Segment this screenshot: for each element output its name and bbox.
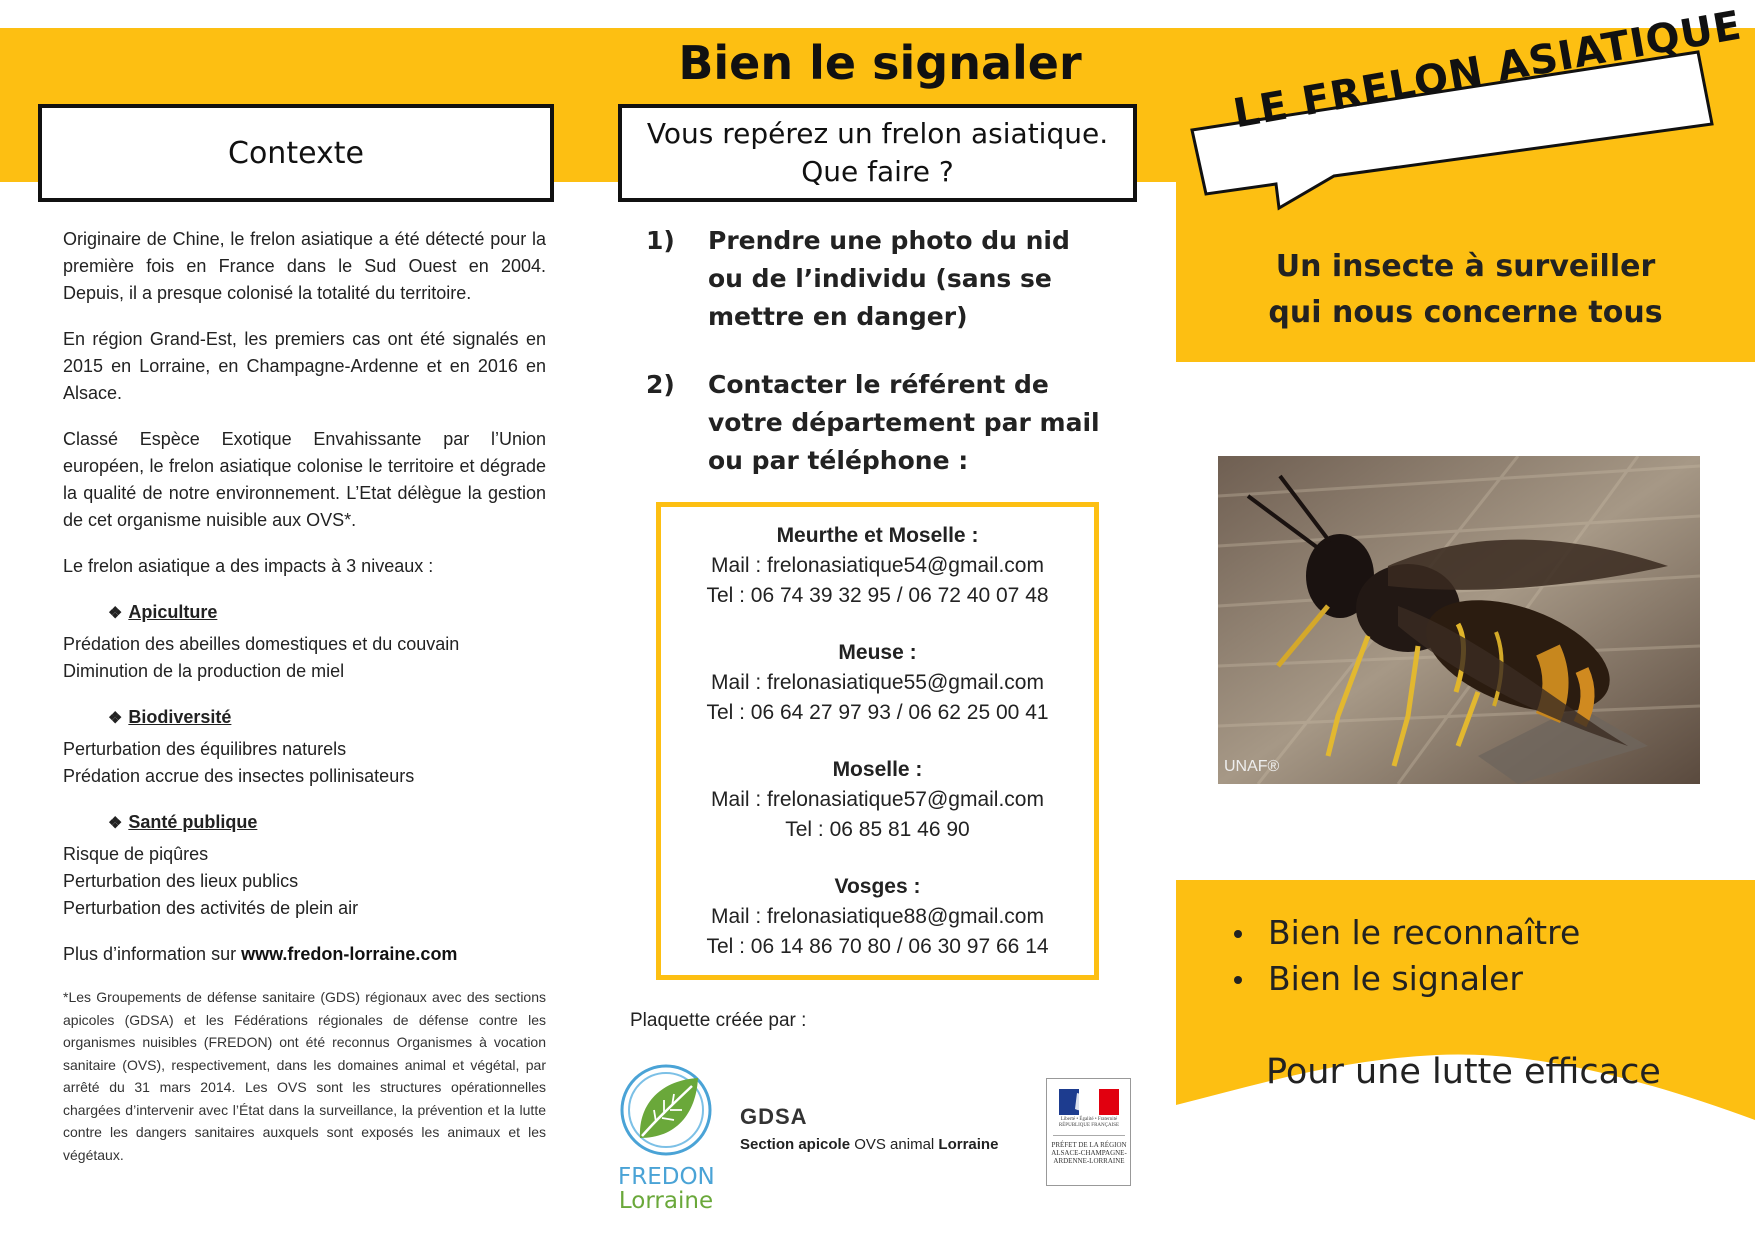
more-info: Plus d’information sur www.fredon-lorraine.com xyxy=(63,944,458,964)
list-item: Bien le reconnaître xyxy=(1232,910,1580,956)
impact-line: Prédation des abeilles domestiques et du couvain xyxy=(63,634,460,654)
cover-tagline: Un insecte à surveiller qui nous concerne tous xyxy=(1268,249,1663,330)
contact-mail[interactable]: Mail : frelonasiatique57@gmail.com xyxy=(711,788,1044,811)
context-paragraph-3: Classé Espèce Exotique Envahissante par l’Union européen, le frelon asiatique colonise le territoire et dégrade la qualité de notre environnement. L’Etat délègue la gestion de cet organisme nuisible aux OVS*. xyxy=(63,429,546,530)
page-title: Bien le signaler xyxy=(678,36,1082,90)
contact-dept: Meuse : xyxy=(838,641,917,664)
impact-line: Perturbation des équilibres naturels xyxy=(63,739,347,759)
diamond-bullet-icon: ❖ xyxy=(108,815,123,832)
list-item: Bien le signaler xyxy=(1232,956,1580,1002)
contact-mail[interactable]: Mail : frelonasiatique54@gmail.com xyxy=(711,554,1044,577)
contact-moselle xyxy=(661,755,1094,845)
context-heading-box xyxy=(38,104,554,202)
prefet-text: PRÉFET DE LA RÉGION ALSACE-CHAMPAGNE-ARDENNE-LORRAINE xyxy=(1051,1141,1127,1165)
gdsa-logo xyxy=(740,1104,1020,1153)
diamond-bullet-icon: ❖ xyxy=(108,710,123,727)
impact-line: Perturbation des activités de plein air xyxy=(63,898,359,918)
contact-tel[interactable]: Tel : 06 74 39 32 95 / 06 72 40 07 48 xyxy=(706,584,1049,607)
divider xyxy=(1053,1135,1125,1136)
context-column xyxy=(63,226,546,1166)
context-paragraph-1: Originaire de Chine, le frelon asiatique a été détecté pour la première fois en France dans le Sud Ouest en 2004. Depuis, il a presque colonisé la totalité du territoire. xyxy=(63,229,546,303)
impact-heading-biodiversite: ❖ Biodiversité xyxy=(63,704,546,732)
impact-lines-apiculture xyxy=(63,631,546,685)
contact-meurthe-et-moselle xyxy=(661,521,1094,611)
marianne-flag-icon xyxy=(1059,1089,1119,1115)
contact-dept: Moselle : xyxy=(832,758,923,781)
photo-credit: UNAF® xyxy=(1224,758,1280,775)
context-heading: Contexte xyxy=(228,135,364,171)
impact-heading-sante: ❖ Santé publique xyxy=(63,809,546,837)
contacts-box xyxy=(656,502,1099,980)
cover-bullet-list xyxy=(1232,910,1580,1002)
impact-heading-apiculture: ❖ Apiculture xyxy=(63,599,546,627)
credit-label: Plaquette créée par : xyxy=(630,1010,807,1031)
cover-closing: Pour une lutte efficace xyxy=(1266,1052,1661,1092)
contact-mail[interactable]: Mail : frelonasiatique88@gmail.com xyxy=(711,905,1044,928)
what-to-do-heading-line2: Que faire ? xyxy=(801,155,954,188)
fredon-website-link[interactable]: www.fredon-lorraine.com xyxy=(241,944,458,964)
impact-line: Diminution de la production de miel xyxy=(63,661,345,681)
contact-tel[interactable]: Tel : 06 85 81 46 90 xyxy=(785,818,970,841)
prefet-logo xyxy=(1046,1078,1131,1186)
impact-line: Prédation accrue des insectes pollinisateurs xyxy=(63,766,415,786)
impact-line: Perturbation des lieux publics xyxy=(63,871,299,891)
gdsa-subtitle: Section apicole OVS animal Lorraine xyxy=(740,1136,999,1153)
step-item xyxy=(646,366,1106,480)
step-number: 2) xyxy=(646,370,675,399)
cover-badge-title: LE FRELON ASIATIQUE xyxy=(1230,2,1746,138)
contact-dept: Vosges : xyxy=(834,875,921,898)
impact-line: Risque de piqûres xyxy=(63,844,209,864)
step-text: Prendre une photo du nid ou de l’individu (sans se mettre en danger) xyxy=(708,226,1070,331)
prefet-motto: Liberté • Égalité • Fraternité RÉPUBLIQUE FRANÇAISE xyxy=(1058,1117,1120,1128)
what-to-do-heading-line1: Vous repérez un frelon asiatique. xyxy=(646,117,1109,150)
what-to-do-heading-box xyxy=(618,104,1137,202)
contact-meuse xyxy=(661,638,1094,728)
step-item xyxy=(646,222,1106,336)
contact-mail[interactable]: Mail : frelonasiatique55@gmail.com xyxy=(711,671,1044,694)
impacts-intro: Le frelon asiatique a des impacts à 3 niveaux : xyxy=(63,556,434,576)
fredon-logo-text: FREDON Lorraine xyxy=(618,1164,715,1214)
hornet-photo xyxy=(1218,456,1700,784)
contact-vosges xyxy=(661,872,1094,962)
steps-list xyxy=(646,222,1106,510)
hornet-icon xyxy=(1218,456,1700,784)
fredon-logo xyxy=(618,1062,715,1214)
gdsa-title: GDSA xyxy=(740,1104,808,1129)
step-number: 1) xyxy=(646,226,675,255)
impact-lines-sante xyxy=(63,841,546,922)
impact-lines-biodiversite xyxy=(63,736,546,790)
contact-tel[interactable]: Tel : 06 14 86 70 80 / 06 30 97 66 14 xyxy=(706,935,1049,958)
ovs-footnote: *Les Groupements de défense sanitaire (GDS) régionaux avec des sections apicoles (GDSA) et les Fédérations régionales de défense contre les organismes nuisibles (FREDON) ont été reconnus Organismes à vocation sanitaire (OVS), respectivement, dans les domaines animal et végétal, par arrêté du 31 mars 2014. Les OVS sont les structures opérationnelles chargées d’intervenir avec l’État dans la surveillance, la prévention et la lutte contre les dangers sanitaires auxquels sont exposés les animaux et les végétaux. xyxy=(63,989,546,1163)
context-paragraph-2: En région Grand-Est, les premiers cas ont été signalés en 2015 en Lorraine, en Champagne-Ardenne et en 2016 en Alsace. xyxy=(63,329,546,403)
diamond-bullet-icon: ❖ xyxy=(108,605,123,622)
contact-tel[interactable]: Tel : 06 64 27 97 93 / 06 62 25 00 41 xyxy=(706,701,1049,724)
step-text: Contacter le référent de votre département par mail ou par téléphone : xyxy=(708,370,1100,475)
contact-dept: Meurthe et Moselle : xyxy=(776,524,979,547)
fredon-leaf-icon xyxy=(618,1062,714,1162)
